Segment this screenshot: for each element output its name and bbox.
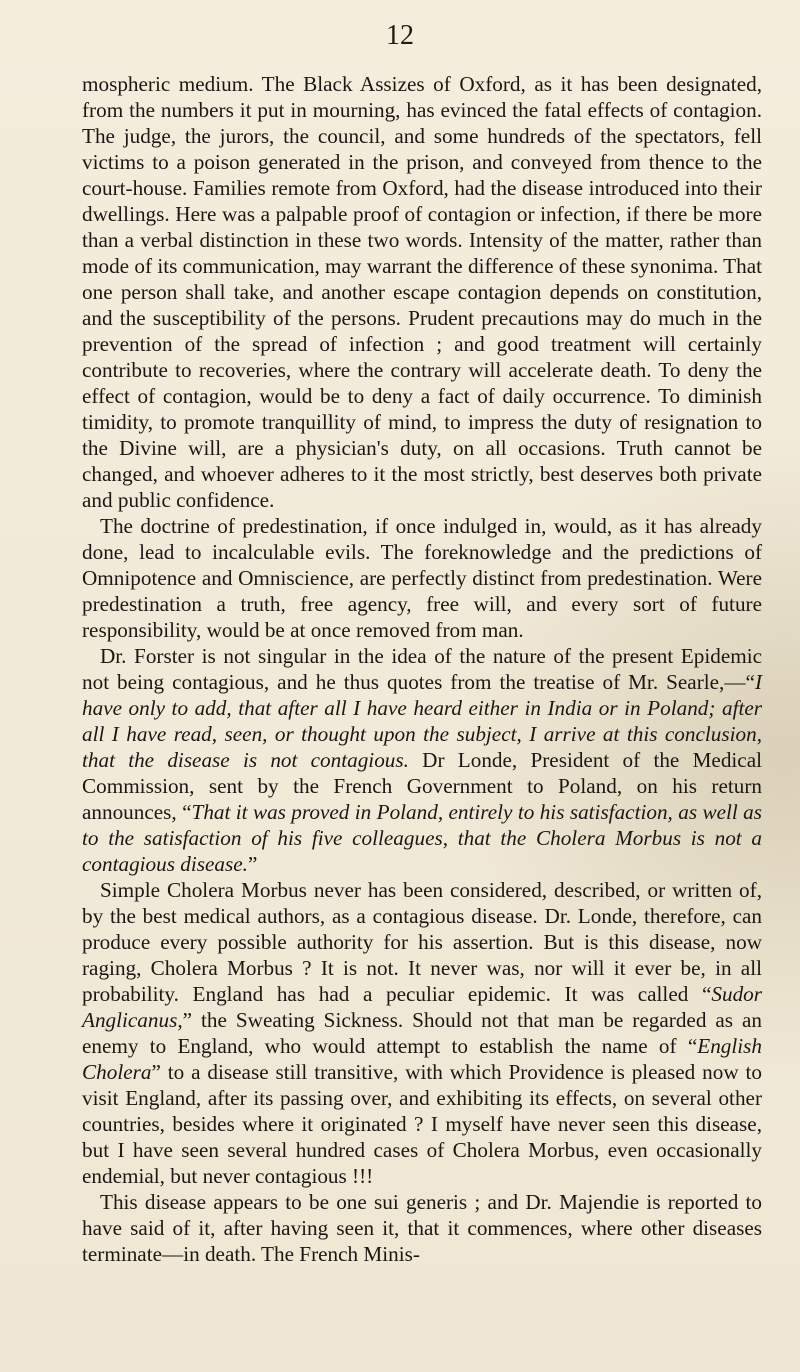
paragraph-simple-cholera	[82, 877, 762, 1189]
paragraph-sui-generis: This disease appears to be one sui generis ; and Dr. Majendie is reported to have said of it, after having seen it, that it commences, where other diseases terminate—in death. The French Minis-	[82, 1190, 762, 1266]
simple-part-1: Simple Cholera Morbus never has been considered, described, or written of, by the best medical authors, as a contagious disease. Dr. Londe, therefore, can produce every possible authority for his assertion. But is this disease, now raging, Cholera Morbus ? It is not. It never was, nor will it ever be, in all probability. England has had a peculiar epidemic. It was called “	[82, 878, 762, 1006]
searle-quote: I have only to add, that after all I have heard either in India or in Poland; after all I have read, seen, or thought upon the subject, I arrive at this conclusion, that the disease is not contagious.	[82, 670, 762, 772]
term-sudor-anglicanus: Sudor Anglicanus	[82, 982, 762, 1032]
forster-middle: Dr Londe, President of the Medical Commission, sent by the French Government to Poland, on his return announces, “	[82, 748, 762, 824]
page-number: 12	[386, 20, 414, 51]
term-english-cholera: English Cholera	[82, 1034, 762, 1084]
paragraph-predestination: The doctrine of predestination, if once indulged in, would, as it has already done, lead to incalculable evils. The foreknowledge and the predictions of Omnipotence and Omniscience, are perfectly distinct from predestination. Were predestination a truth, free agency, free will, and every sort of future responsibility, would be at once removed from man.	[82, 514, 762, 642]
body-text	[82, 71, 762, 1267]
paragraph-forster	[82, 643, 762, 877]
paragraph-contagion: mospheric medium. The Black Assizes of Oxford, as it has been designated, from the numbers it put in mourning, has evinced the fatal effects of contagion. The judge, the jurors, the council, and some hundreds of the spectators, fell victims to a poison generated in the prison, and conveyed from thence to the court-house. Families remote from Oxford, had the disease introduced into their dwellings. Here was a palpable proof of contagion or infection, if there be more than a verbal distinction in these two words. Intensity of the matter, rather than mode of its communication, may warrant the difference of these synonima. That one person shall take, and another escape contagion depends on constitution, and the susceptibility of the persons. Prudent precautions may do much in the prevention of the spread of infection ; and good treatment will certainly contribute to recoveries, where the contrary will accelerate death. To deny the effect of contagion, would be to deny a fact of daily occurrence. To diminish timidity, to promote tranquillity of mind, to impress the duty of resignation to the Divine will, are a physician's duty, on all occasions. Truth cannot be changed, and whoever adheres to it the most strictly, best deserves both private and public confidence.	[82, 72, 762, 512]
simple-part-2: ,” the Sweating Sickness. Should not that man be regarded as an enemy to England, who would attempt to establish the name of “	[82, 1008, 762, 1058]
londe-quote: That it was proved in Poland, entirely to his satisfaction, as well as to the satisfaction of his five colleagues, that the Cholera Morbus is not a contagious disease.	[82, 800, 762, 876]
forster-intro: Dr. Forster is not singular in the idea of the nature of the present Epidemic not being contagious, and he thus quotes from the treatise of Mr. Searle,—“	[82, 644, 762, 694]
simple-part-3: ” to a disease still transitive, with which Providence is pleased now to visit England, after its passing over, and exhibiting its effects, on several other countries, besides where it originated ? I myself have never seen this disease, but I have seen several hundred cases of Cholera Morbus, even occasionally endemial, but never contagious !!!	[82, 1060, 762, 1188]
forster-end: ”	[247, 852, 258, 876]
